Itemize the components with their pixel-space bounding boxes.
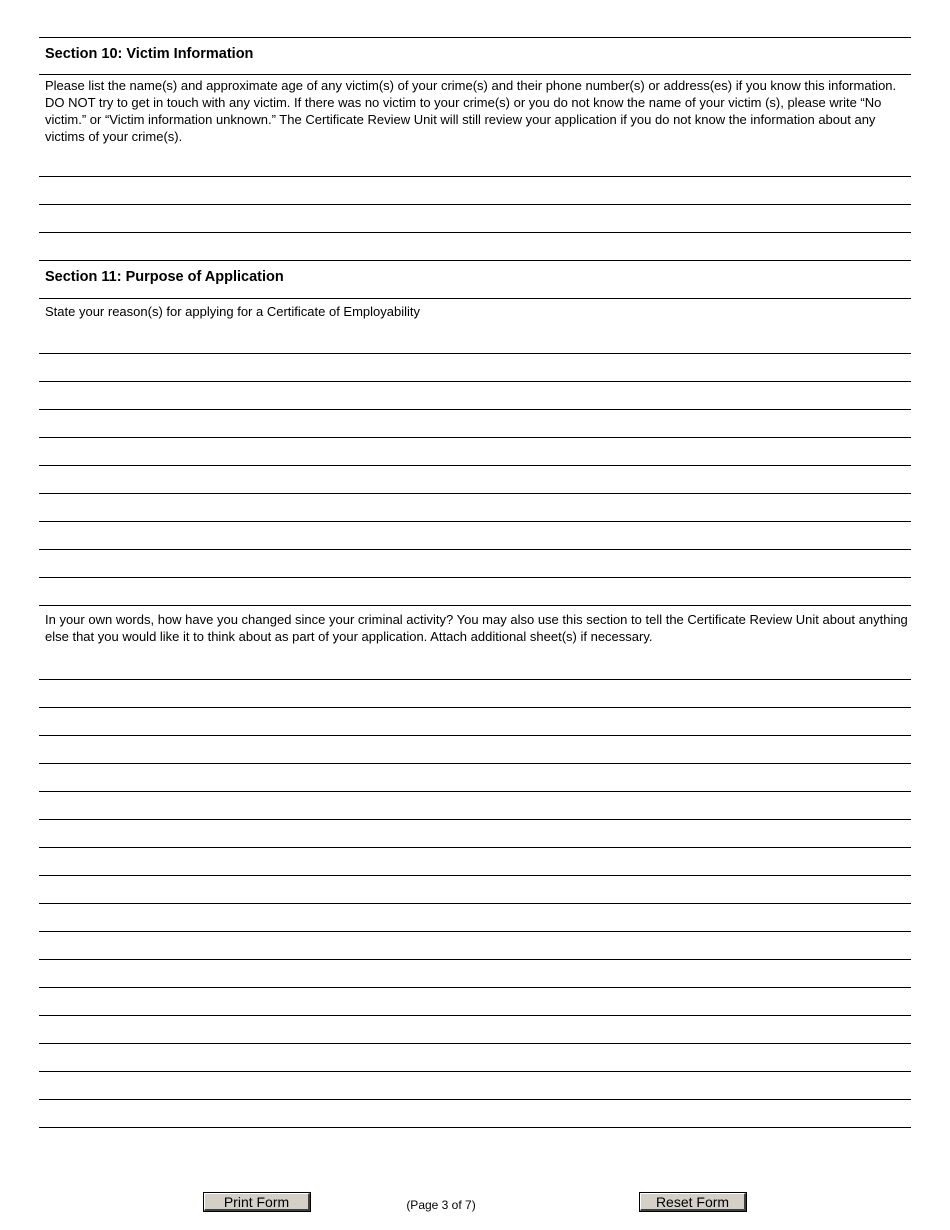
reason-answer-line[interactable] <box>39 354 911 382</box>
change-answer-line[interactable] <box>39 904 911 932</box>
change-answer-line[interactable] <box>39 652 911 680</box>
reason-prompt: State your reason(s) for applying for a Certificate of Employability <box>45 304 421 319</box>
change-answer-line[interactable] <box>39 1072 911 1100</box>
section10-heading: Section 10: Victim Information <box>45 46 254 62</box>
change-answer-line[interactable] <box>39 932 911 960</box>
change-answer-line[interactable] <box>39 848 911 876</box>
change-answer-line[interactable] <box>39 820 911 848</box>
change-prompt: In your own words, how have you changed since your criminal activity? You may also use this section to tell the Certificate Review Unit about anything else that you would like it to think about as part of your application. Attach additional sheet(s) if necessary. <box>45 612 908 644</box>
section11-top-rule <box>39 260 911 261</box>
change-answer-line[interactable] <box>39 876 911 904</box>
change-section-rule <box>39 605 911 606</box>
section11-heading-rule <box>39 298 911 299</box>
section11-heading: Section 11: Purpose of Application <box>45 269 284 285</box>
change-answer-line[interactable] <box>39 1044 911 1072</box>
victim-answer-line[interactable] <box>39 177 911 205</box>
reason-answer-line[interactable] <box>39 466 911 494</box>
section10-heading-rule <box>39 74 911 75</box>
section10-top-rule <box>39 37 911 38</box>
reason-answer-line[interactable] <box>39 410 911 438</box>
change-answer-line[interactable] <box>39 988 911 1016</box>
victim-answer-line[interactable] <box>39 205 911 233</box>
page-indicator: (Page 3 of 7) <box>406 1198 476 1212</box>
change-answer-line[interactable] <box>39 1016 911 1044</box>
change-answer-line[interactable] <box>39 960 911 988</box>
change-answer-line[interactable] <box>39 680 911 708</box>
reason-answer-line[interactable] <box>39 550 911 578</box>
change-answer-line[interactable] <box>39 764 911 792</box>
reason-answer-line[interactable] <box>39 522 911 550</box>
change-answer-line[interactable] <box>39 708 911 736</box>
print-form-button[interactable]: Print Form <box>204 1193 310 1211</box>
reason-answer-line[interactable] <box>39 438 911 466</box>
reason-answer-line[interactable] <box>39 382 911 410</box>
change-answer-line[interactable] <box>39 1100 911 1128</box>
reason-answer-line[interactable] <box>39 326 911 354</box>
victim-answer-line[interactable] <box>39 149 911 177</box>
change-answer-line[interactable] <box>39 736 911 764</box>
change-answer-line[interactable] <box>39 792 911 820</box>
reset-form-button[interactable]: Reset Form <box>640 1193 746 1211</box>
reason-answer-line[interactable] <box>39 494 911 522</box>
section10-instructions: Please list the name(s) and approximate age of any victim(s) of your crime(s) and their phone number(s) or address(es) if you know this information. DO NOT try to get in touch with any victim. If there was no victim to your crime(s) or you do not know the name of your victim (s), please write “No victim.” or “Victim information unknown.” The Certificate Review Unit will still review your application if you do not know the information about any victims of your crime(s). <box>45 78 897 144</box>
